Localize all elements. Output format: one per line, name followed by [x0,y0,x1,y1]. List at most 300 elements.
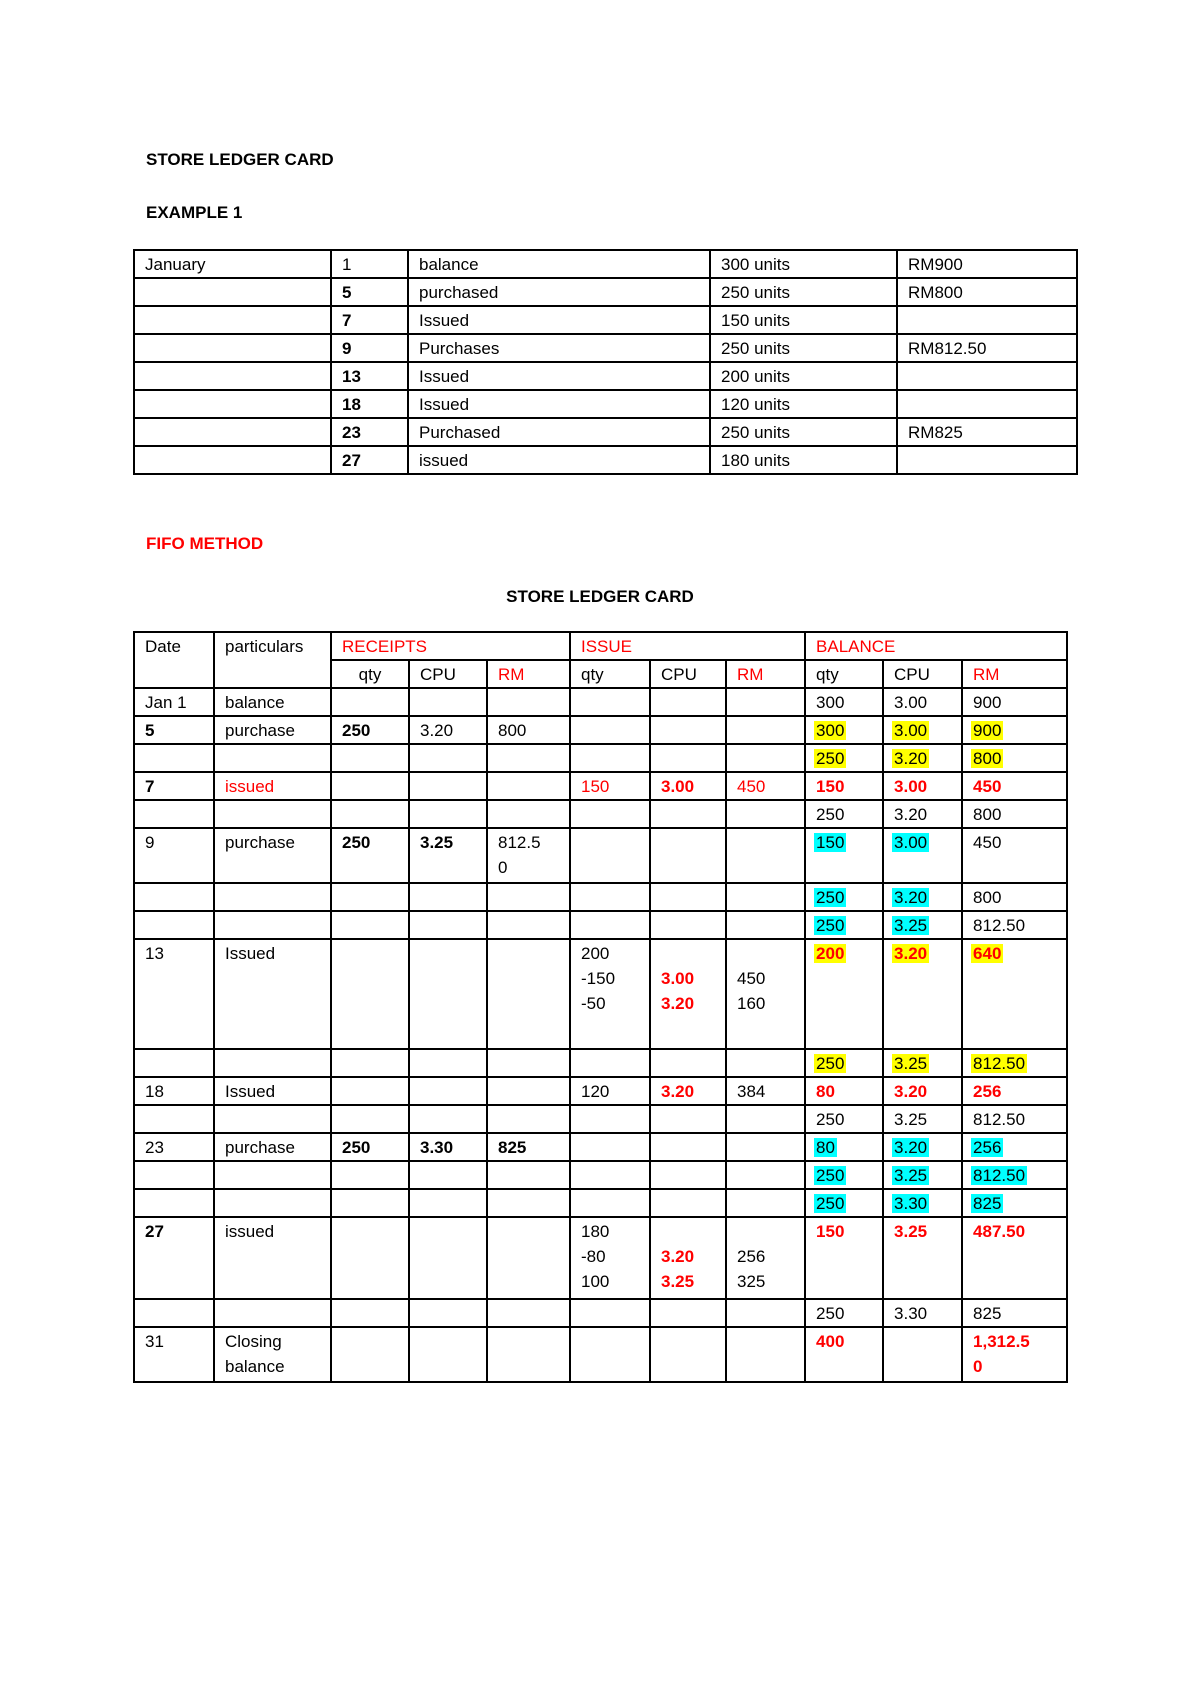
highlighted-value: 3.00 [894,721,928,740]
balance-rm-cell [962,911,1067,939]
receipt-qty-cell [331,716,409,744]
balance-qty-cell [805,1217,883,1299]
cell-value: 5 [145,721,155,740]
cell-value: 250 [342,1138,371,1157]
date-cell [134,1327,214,1382]
receipt-cpu-cell [409,1077,487,1105]
month-cell [134,334,331,362]
highlighted-value: 900 [973,721,1002,740]
highlighted-value: 825 [973,1194,1002,1213]
receipt-qty-cell [331,744,409,772]
issue-rm-cell [726,939,805,1049]
cell-value: purchase [225,833,295,852]
table-row [134,334,1077,362]
cell-line: -150 [581,969,616,988]
receipt-rm-cell [487,939,570,1049]
date-cell [134,1133,214,1161]
issue-cpu-cell [650,1133,726,1161]
balance-qty-cell [805,883,883,911]
issue-qty-cell [570,1077,650,1105]
balance-cpu-cell [883,828,962,883]
cell-value: 120 [581,1082,610,1101]
issue-cpu-cell [650,828,726,883]
cell-line: 450 [737,969,766,988]
receipt-rm-cell [487,1327,570,1382]
cell-line [661,941,725,966]
date-cell [134,828,214,883]
fifo-ledger-table [133,631,1068,1383]
date-cell [134,688,214,716]
issue-qty-cell [570,1299,650,1327]
highlighted-value: 200 [816,944,845,963]
balance-rm-cell [962,1217,1067,1299]
issue-qty-cell [570,1049,650,1077]
highlighted-value: 150 [816,833,845,852]
cell-value: 3.20 [894,1082,928,1101]
balance-qty-cell [805,716,883,744]
day-cell: 27 [331,446,408,474]
quantity-cell: 200 units [710,362,897,390]
balance-rm-cell [962,939,1067,1049]
highlighted-value: 3.20 [894,749,928,768]
cell-line: 3.25 [661,1272,695,1291]
quantity-cell: 120 units [710,390,897,418]
issue-rm-cell [726,744,805,772]
ledger-row [134,911,1067,939]
issue-cpu-cell [650,911,726,939]
cell-line: -50 [581,994,606,1013]
cell-value: balance [225,693,285,712]
date-header: Date [134,632,214,688]
cell-value: 3.25 [894,1110,928,1129]
amount-cell: RM900 [897,250,1077,278]
balance-rm-header: RM [962,660,1067,688]
cell-value: 250 [816,805,845,824]
date-cell [134,1217,214,1299]
issue-cpu-cell [650,772,726,800]
ledger-row [134,772,1067,800]
cell-value: Issued [225,1082,276,1101]
balance-cpu-cell [883,1105,962,1133]
cell-line: 3.20 [661,1247,695,1266]
cell-value: 3.25 [894,1222,928,1241]
cell-value: 3.00 [661,777,695,796]
balance-rm-cell [962,744,1067,772]
issue-qty-cell [570,1217,650,1299]
receipt-qty-cell [331,772,409,800]
quantity-cell: 180 units [710,446,897,474]
description-cell: Purchases [408,334,710,362]
issue-rm-cell [726,1077,805,1105]
issue-cpu-header: CPU [650,660,726,688]
particulars-cell [214,1105,331,1133]
cell-line: Closing [225,1332,282,1351]
cell-value: 900 [973,693,1002,712]
ledger-row [134,883,1067,911]
issue-cpu-cell [650,1217,726,1299]
cell-value: Jan 1 [145,693,187,712]
description-cell: Issued [408,362,710,390]
highlighted-value: 812.50 [973,1166,1026,1185]
particulars-cell [214,1161,331,1189]
cell-value: 3.20 [661,1082,695,1101]
receipts-cpu-header: CPU [409,660,487,688]
quantity-cell: 250 units [710,418,897,446]
particulars-cell [214,1299,331,1327]
balance-rm-cell [962,1299,1067,1327]
cell-line: 180 [581,1222,610,1241]
date-cell [134,883,214,911]
issue-cpu-cell [650,939,726,1049]
receipt-qty-cell [331,1327,409,1382]
issue-rm-cell [726,1217,805,1299]
highlighted-value: 3.20 [894,888,928,907]
cell-value: 18 [145,1082,164,1101]
cell-value: 384 [737,1082,766,1101]
issue-cpu-cell [650,1327,726,1382]
balance-cpu-cell [883,1049,962,1077]
issue-qty-cell [570,716,650,744]
receipt-qty-cell [331,1049,409,1077]
issue-qty-cell [570,744,650,772]
receipt-qty-cell [331,1105,409,1133]
ledger-row [134,828,1067,883]
fifo-heading: FIFO METHOD [146,534,264,553]
date-cell [134,939,214,1049]
cell-line: 812.5 [498,833,541,852]
quantity-cell: 250 units [710,278,897,306]
ledger-row [134,1105,1067,1133]
day-cell: 1 [331,250,408,278]
cell-line: 160 [737,994,766,1013]
particulars-cell [214,883,331,911]
issue-qty-cell [570,772,650,800]
fifo-title: STORE LEDGER CARD [506,587,694,606]
particulars-cell [214,1049,331,1077]
receipt-rm-cell [487,744,570,772]
cell-value: 31 [145,1332,164,1351]
ledger-row [134,1133,1067,1161]
balance-cpu-cell [883,744,962,772]
receipt-cpu-cell [409,1161,487,1189]
issue-rm-cell [726,911,805,939]
issue-cpu-cell [650,1049,726,1077]
balance-cpu-cell [883,883,962,911]
receipt-rm-cell [487,1133,570,1161]
date-cell [134,1299,214,1327]
ledger-row [134,1189,1067,1217]
ledger-row [134,744,1067,772]
receipt-qty-cell [331,1217,409,1299]
balance-qty-cell [805,772,883,800]
receipt-qty-cell [331,1161,409,1189]
receipt-cpu-cell [409,688,487,716]
ledger-row [134,1077,1067,1105]
balance-qty-header: qty [805,660,883,688]
balance-cpu-cell [883,772,962,800]
issue-qty-cell [570,883,650,911]
amount-cell [897,390,1077,418]
receipt-cpu-cell [409,1299,487,1327]
highlighted-value: 300 [816,721,845,740]
cell-value: issued [225,777,275,796]
highlighted-value: 250 [816,1194,845,1213]
highlighted-value: 812.50 [973,1054,1026,1073]
balance-header: BALANCE [805,632,1067,660]
cell-line: 200 [581,944,610,963]
cell-value: 80 [816,1082,835,1101]
receipts-header: RECEIPTS [331,632,570,660]
cell-line: 256 [737,1247,766,1266]
cell-value: 825 [973,1304,1002,1323]
month-cell [134,306,331,334]
ledger-row [134,1161,1067,1189]
description-cell: purchased [408,278,710,306]
cell-value: issued [225,1222,275,1241]
receipt-rm-cell [487,688,570,716]
receipt-cpu-cell [409,1189,487,1217]
date-cell [134,1105,214,1133]
balance-qty-cell [805,911,883,939]
cell-value: 150 [816,777,845,796]
balance-rm-cell [962,1133,1067,1161]
cell-value: 3.30 [894,1304,928,1323]
table-row [134,278,1077,306]
receipt-cpu-cell [409,1133,487,1161]
receipt-rm-cell [487,1217,570,1299]
receipt-rm-cell [487,716,570,744]
highlighted-value: 3.30 [894,1194,928,1213]
highlighted-value: 250 [816,916,845,935]
cell-value: 3.00 [894,693,928,712]
issue-rm-cell [726,800,805,828]
receipt-cpu-cell [409,1217,487,1299]
balance-cpu-cell [883,716,962,744]
highlighted-value: 640 [973,944,1002,963]
issue-qty-cell [570,1105,650,1133]
cell-value: 3.20 [420,721,454,740]
issue-qty-header: qty [570,660,650,688]
issue-cpu-cell [650,800,726,828]
month-cell: January [134,250,331,278]
highlighted-value: 3.25 [894,916,928,935]
receipts-rm-header: RM [487,660,570,688]
balance-rm-cell [962,688,1067,716]
ledger-row [134,1217,1067,1299]
date-cell [134,1049,214,1077]
balance-cpu-cell [883,1133,962,1161]
balance-rm-cell [962,772,1067,800]
cell-value: 800 [973,805,1002,824]
receipt-qty-cell [331,828,409,883]
highlighted-value: 3.20 [894,944,928,963]
balance-qty-cell [805,1189,883,1217]
date-cell [134,911,214,939]
particulars-cell [214,772,331,800]
balance-qty-cell [805,1133,883,1161]
issue-cpu-cell [650,1105,726,1133]
issue-qty-cell [570,1189,650,1217]
month-cell [134,278,331,306]
issue-rm-cell [726,883,805,911]
receipt-rm-cell [487,1299,570,1327]
balance-cpu-cell [883,800,962,828]
receipt-cpu-cell [409,716,487,744]
cell-value: 150 [581,777,610,796]
quantity-cell: 150 units [710,306,897,334]
balance-rm-cell [962,883,1067,911]
cell-value: 3.00 [894,777,928,796]
date-cell [134,1161,214,1189]
cell-value: 450 [973,777,1002,796]
issue-rm-cell [726,1327,805,1382]
receipt-qty-cell [331,800,409,828]
receipt-cpu-cell [409,911,487,939]
table-row [134,446,1077,474]
cell-value: 250 [342,721,371,740]
month-cell [134,418,331,446]
issue-rm-cell [726,1161,805,1189]
issue-rm-cell [726,716,805,744]
issue-cpu-cell [650,1077,726,1105]
month-cell [134,390,331,418]
issue-qty-cell [570,911,650,939]
balance-cpu-cell [883,939,962,1049]
cell-value: purchase [225,1138,295,1157]
balance-rm-cell [962,1105,1067,1133]
highlighted-value: 3.25 [894,1054,928,1073]
table-row [134,390,1077,418]
balance-qty-cell [805,688,883,716]
issue-rm-cell [726,1299,805,1327]
issue-cpu-cell [650,1299,726,1327]
issue-cpu-cell [650,883,726,911]
balance-qty-cell [805,800,883,828]
receipt-qty-cell [331,1077,409,1105]
balance-cpu-cell [883,1299,962,1327]
ledger-row [134,688,1067,716]
balance-rm-cell [962,1161,1067,1189]
issue-cpu-cell [650,1189,726,1217]
balance-rm-cell [962,1049,1067,1077]
receipt-cpu-cell [409,1105,487,1133]
particulars-cell [214,1133,331,1161]
ledger-row [134,1327,1067,1382]
table-row [134,306,1077,334]
cell-value: 400 [816,1332,845,1351]
cell-value: 13 [145,944,164,963]
receipt-qty-cell [331,688,409,716]
issue-header: ISSUE [570,632,805,660]
example-table [133,249,1078,475]
particulars-cell [214,688,331,716]
date-cell [134,1077,214,1105]
receipt-cpu-cell [409,772,487,800]
receipt-rm-cell [487,800,570,828]
issue-rm-cell [726,1105,805,1133]
cell-value: 812.50 [973,1110,1026,1129]
issue-qty-cell [570,828,650,883]
issue-rm-cell [726,772,805,800]
day-cell: 18 [331,390,408,418]
receipt-rm-cell [487,1161,570,1189]
balance-cpu-cell [883,1189,962,1217]
balance-rm-cell [962,1077,1067,1105]
date-cell [134,1189,214,1217]
day-cell: 9 [331,334,408,362]
particulars-cell [214,744,331,772]
table-row [134,250,1077,278]
highlighted-value: 250 [816,1054,845,1073]
description-cell: balance [408,250,710,278]
issue-qty-cell [570,1161,650,1189]
particulars-cell [214,911,331,939]
ledger-row [134,1299,1067,1327]
highlighted-value: 3.25 [894,1166,928,1185]
highlighted-value: 256 [973,1138,1002,1157]
receipt-rm-cell [487,1077,570,1105]
receipt-qty-cell [331,1133,409,1161]
description-cell: Issued [408,306,710,334]
balance-qty-cell [805,1077,883,1105]
day-cell: 13 [331,362,408,390]
balance-qty-cell [805,1105,883,1133]
cell-value: 3.25 [420,833,454,852]
receipt-rm-cell [487,828,570,883]
amount-cell [897,362,1077,390]
balance-cpu-cell [883,1077,962,1105]
cell-value: 450 [973,833,1002,852]
balance-cpu-cell [883,688,962,716]
highlighted-value: 80 [816,1138,835,1157]
cell-value: 800 [498,721,527,740]
day-cell: 7 [331,306,408,334]
issue-rm-cell [726,1049,805,1077]
issue-cpu-cell [650,716,726,744]
date-cell [134,716,214,744]
balance-rm-cell [962,800,1067,828]
receipt-rm-cell [487,883,570,911]
receipt-cpu-cell [409,939,487,1049]
cell-value: 250 [816,1304,845,1323]
receipt-qty-cell [331,911,409,939]
cell-value: 3.30 [420,1138,454,1157]
cell-value: 300 [816,693,845,712]
receipt-cpu-cell [409,1049,487,1077]
receipt-rm-cell [487,1049,570,1077]
cell-value: 9 [145,833,155,852]
issue-qty-cell [570,1133,650,1161]
balance-qty-cell [805,1299,883,1327]
particulars-cell [214,1077,331,1105]
particulars-cell [214,828,331,883]
amount-cell: RM825 [897,418,1077,446]
quantity-cell: 250 units [710,334,897,362]
highlighted-value: 3.00 [894,833,928,852]
day-cell: 23 [331,418,408,446]
cell-value: 800 [973,888,1002,907]
receipt-rm-cell [487,911,570,939]
balance-qty-cell [805,939,883,1049]
balance-rm-cell [962,716,1067,744]
table-row [134,418,1077,446]
particulars-cell [214,1327,331,1382]
balance-rm-cell [962,828,1067,883]
receipt-qty-cell [331,939,409,1049]
receipt-cpu-cell [409,744,487,772]
cell-value: 812.50 [973,916,1026,935]
cell-value: 23 [145,1138,164,1157]
